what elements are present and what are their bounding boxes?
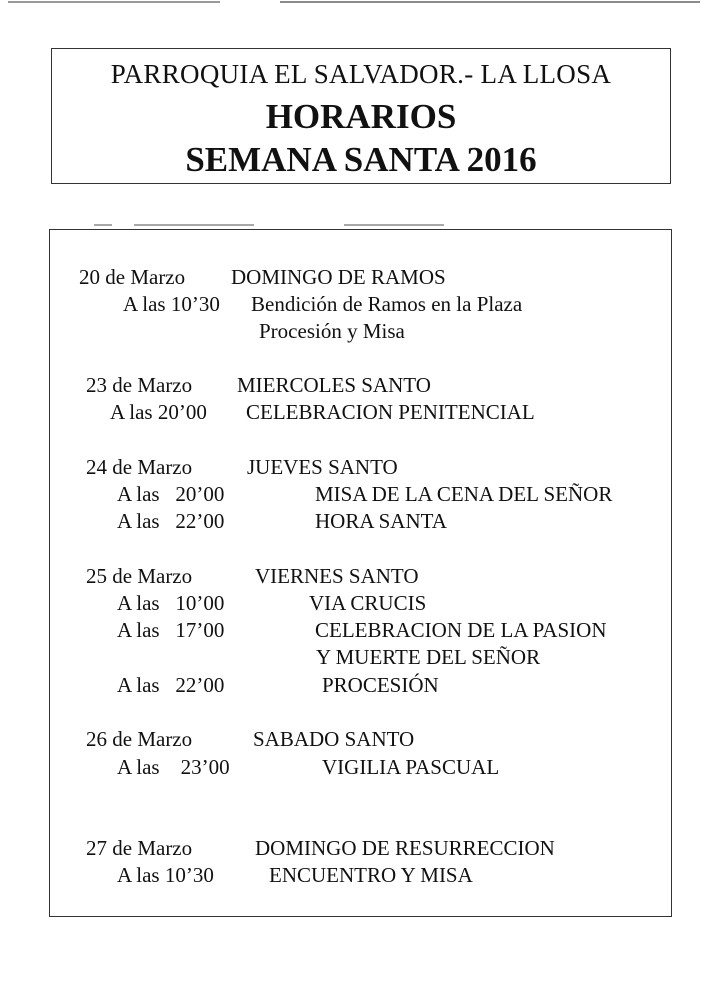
schedule-event: PROCESIÓN <box>322 673 439 697</box>
parish-name: PARROQUIA EL SALVADOR.- LA LLOSA <box>110 59 612 89</box>
schedule-time: A las 10’00 <box>117 591 225 615</box>
schedule-date: 23 de Marzo <box>86 373 193 397</box>
schedule-date: 20 de Marzo <box>79 265 186 289</box>
title-box <box>51 48 671 184</box>
scan-mark <box>8 1 220 3</box>
schedule-day: SABADO SANTO <box>253 727 415 751</box>
schedule-day: DOMINGO DE RESURRECCION <box>255 836 555 860</box>
page-title: HORARIOS <box>265 97 457 136</box>
schedule-time: A las 20’00 <box>110 400 207 424</box>
schedule-day: JUEVES SANTO <box>247 455 398 479</box>
schedule-event: CELEBRACION PENITENCIAL <box>246 400 535 424</box>
schedule-time: A las 22’00 <box>117 673 225 697</box>
schedule-event: VIA CRUCIS <box>309 591 427 615</box>
schedule-time: A las 20’00 <box>117 482 225 506</box>
schedule-event: VIGILIA PASCUAL <box>322 755 500 779</box>
schedule-day: MIERCOLES SANTO <box>237 373 431 397</box>
scan-smudge <box>94 222 444 228</box>
schedule-date: 24 de Marzo <box>86 455 193 479</box>
schedule-event: MISA DE LA CENA DEL SEÑOR <box>315 482 613 506</box>
page-subtitle: SEMANA SANTA 2016 <box>185 140 537 179</box>
schedule-day: VIERNES SANTO <box>255 564 419 588</box>
schedule-date: 26 de Marzo <box>86 727 193 751</box>
schedule-event: ENCUENTRO Y MISA <box>269 863 473 887</box>
schedule-box <box>49 229 672 917</box>
schedule-date: 25 de Marzo <box>86 564 193 588</box>
schedule-event: HORA SANTA <box>315 509 447 533</box>
schedule-event: Y MUERTE DEL SEÑOR <box>316 645 541 669</box>
schedule-event: Bendición de Ramos en la Plaza <box>251 292 523 316</box>
schedule-date: 27 de Marzo <box>86 836 193 860</box>
schedule-time: A las 10’30 <box>123 292 220 316</box>
schedule-event: CELEBRACION DE LA PASION <box>315 618 607 642</box>
schedule-time: A las 10’30 <box>117 863 214 887</box>
scan-edge-marks <box>0 0 710 4</box>
schedule-day: DOMINGO DE RAMOS <box>231 265 446 289</box>
schedule-time: A las 22’00 <box>117 509 225 533</box>
scan-mark <box>280 1 700 3</box>
schedule-time: A las 17’00 <box>117 618 225 642</box>
schedule-time: A las 23’00 <box>117 755 230 779</box>
schedule-event: Procesión y Misa <box>259 319 405 343</box>
